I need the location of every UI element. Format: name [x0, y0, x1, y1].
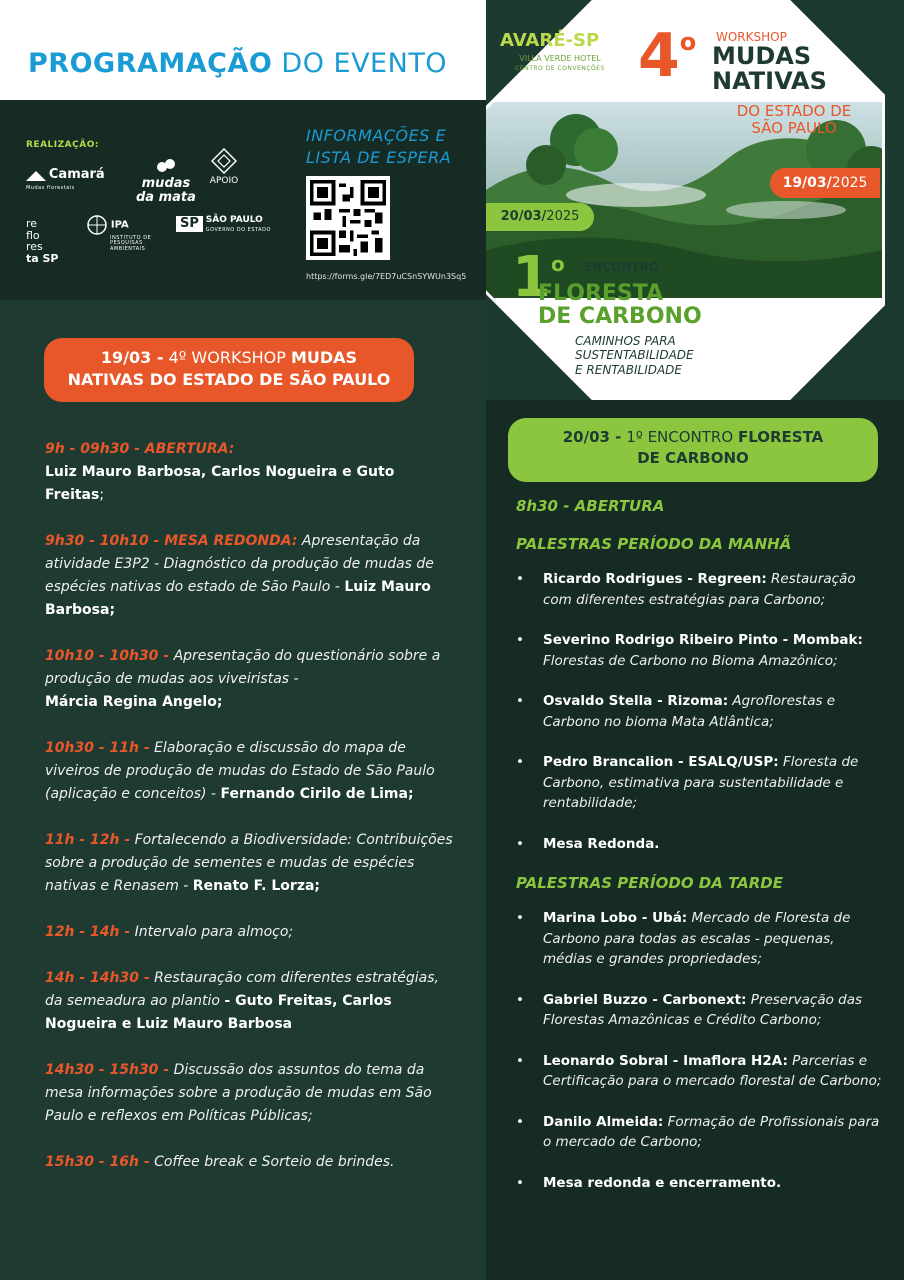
date1-bold: 19/03/ [782, 175, 832, 191]
globe-icon [86, 214, 108, 236]
day1-header-event: 4º WORKSHOP [168, 348, 286, 367]
info-title-line1: INFORMAÇÕES E [306, 126, 447, 145]
talk-topic: Floresta de Carbono, estimativa para sustentabilidade e rentabilidade; [543, 754, 859, 811]
date1-light: 2025 [831, 175, 868, 191]
schedule-time: 14h - 14h30 - [45, 970, 150, 986]
talk-topic: Agroflorestas e Carbono no bioma Mata Atlântica; [543, 693, 836, 730]
page-title [28, 48, 447, 79]
schedule-time: 12h - 14h - [45, 924, 131, 940]
talk-item [516, 1051, 886, 1092]
talk-speaker: Gabriel Buzzo - Carbonext: [543, 991, 747, 1008]
camara-logo [26, 168, 105, 192]
encounter-title [538, 282, 702, 328]
opening-time: 8h30 - ABERTURA [516, 497, 665, 515]
encounter-subtitle [575, 334, 725, 377]
talk-topic: Restauração com diferentes estratégias para Carbono; [543, 571, 856, 608]
info-title [306, 125, 451, 168]
sp-logo-sub: GOVERNO DO ESTADO [205, 227, 271, 234]
talk-item [516, 1173, 886, 1194]
ipa-logo [86, 214, 170, 253]
workshop-number [638, 21, 697, 91]
reflorestasp-logo [26, 218, 59, 264]
event-city: AVARÉ-SP [500, 30, 600, 51]
workshop-title-2: NATIVAS [712, 67, 827, 96]
encounter-word: ENCONTRO [584, 260, 659, 274]
talk-item [516, 752, 886, 814]
schedule-desc: Apresentação da atividade E3P2 - Diagnóstico da produção de mudas de espécies nativas do estado de São Paulo - [45, 533, 434, 595]
workshop-subtitle [714, 103, 874, 138]
talk-item [516, 1112, 886, 1153]
event-venue: VILLA VERDE HOTEL [519, 54, 601, 63]
schedule-item [45, 921, 455, 944]
workshop-title-1: MUDAS [712, 42, 812, 70]
reflo-1: re [26, 217, 38, 230]
sp-mark: SP [176, 216, 203, 232]
workshop-subtitle-2: SÃO PAULO [751, 119, 837, 138]
talk-speaker: Mesa redonda e encerramento. [543, 1174, 782, 1191]
talk-speaker: Osvaldo Stella - Rizoma: [543, 693, 729, 709]
talk-item [516, 691, 886, 732]
talk-topic: Preservação das Florestas Amazônicas e Crédito Carbono; [543, 991, 863, 1028]
schedule-desc: Elaboração e discussão do mapa de viveiros de produção de mudas do Estado de São Paulo (aplicação e conceitos) - [45, 740, 435, 802]
day1-header-bold2: MUDAS [290, 348, 358, 367]
workshop-date-badge [770, 168, 880, 198]
talk-item [516, 630, 886, 671]
schedule-time: 14h30 - 15h30 - [45, 1062, 170, 1078]
schedule-speaker: Luiz Mauro Barbosa, Carlos Nogueira e Guto Freitas [45, 464, 395, 503]
talk-topic: Florestas de Carbono no Bioma Amazônico; [543, 652, 838, 669]
reflo-3: res [26, 240, 43, 254]
workshop-title [712, 44, 872, 94]
talk-topic: Formação de Profissionais para o mercado de Carbono; [543, 1113, 880, 1150]
form-link[interactable]: https://forms.gle/7ED7uCSnSYWUn3Sq5 [306, 272, 467, 281]
workshop-number-digit: 4 [638, 21, 680, 91]
schedule-end: ; [99, 487, 105, 503]
day2-header-line2: DE CARBONO [637, 449, 749, 467]
talk-item [516, 908, 886, 970]
talk-topic: Parcerias e Certificação para o mercado florestal de Carbono; [543, 1052, 882, 1089]
encounter-date-badge [486, 203, 594, 231]
info-title-line2: LISTA DE ESPERA [306, 147, 452, 167]
schedule-desc: Coffee break e Sorteio de brindes. [154, 1154, 395, 1170]
mudas-logo-top: mudas [141, 176, 191, 192]
day2-header-bold2: FLORESTA [737, 428, 824, 446]
talk-item [516, 834, 886, 855]
apoio-logo-text: APOIO [209, 176, 239, 187]
workshop-subtitle-1: DO ESTADO DE [736, 102, 852, 120]
talk-topic: Mercado de Floresta de Carbono para todas as escalas - pequenas, médias e grandes propriedades; [543, 910, 851, 967]
date2-bold: 20/03/ [500, 209, 547, 224]
sponsors-label: REALIZAÇÃO: [26, 140, 99, 150]
leaf-icon [155, 158, 177, 174]
camara-logo-sub: Mudas florestais [26, 184, 75, 191]
schedule-time: 11h - 12h - [45, 832, 131, 848]
schedule-item [45, 645, 455, 714]
schedule-speaker: Fernando Cirilo de Lima; [220, 786, 414, 802]
talk-speaker: Mesa Redonda. [543, 835, 660, 852]
schedule-item [45, 530, 455, 622]
qr-code-icon [310, 180, 386, 256]
schedule-speaker: - Guto Freitas, Carlos Nogueira e Luiz Mauro Barbosa [45, 993, 392, 1032]
day1-header-line2: NATIVAS DO ESTADO DE SÃO PAULO [67, 369, 391, 389]
morning-title: PALESTRAS PERÍODO DA MANHÃ [516, 535, 792, 553]
day2-header-date: 20/03 - [562, 428, 622, 446]
schedule-time: 10h10 - 10h30 - [45, 648, 170, 664]
event-venue-sub: CENTRO DE CONVENÇÕES [515, 65, 605, 72]
schedule-desc: Fortalecendo a Biodiversidade: Contribuições sobre a produção de sementes e mudas de espécies nativas e Renasem - [45, 832, 453, 894]
day1-header [44, 338, 414, 402]
schedule-desc: Restauração com diferentes estratégias, da semeadura ao plantio [45, 970, 439, 1009]
talk-speaker: Danilo Almeida: [543, 1113, 664, 1130]
schedule-item [45, 829, 455, 898]
schedule-desc: Intervalo para almoço; [134, 924, 294, 940]
day2-header [508, 418, 878, 482]
schedule-item [45, 1151, 455, 1174]
workshop-word: WORKSHOP [716, 30, 787, 44]
schedule-item [45, 967, 455, 1036]
sp-logo-text: SÃO PAULO [205, 215, 263, 225]
encounter-title-2: DE CARBONO [538, 304, 702, 330]
talk-item [516, 990, 886, 1031]
talk-speaker: Pedro Brancalion - ESALQ/USP: [543, 754, 779, 770]
camara-logo-text: Camará [48, 167, 105, 182]
talk-speaker: Leonardo Sobral - Imaflora H2A: [543, 1052, 788, 1069]
talk-item [516, 569, 886, 610]
page-title-bold: PROGRAMAÇÃO [28, 48, 273, 79]
apoio-logo [204, 148, 244, 187]
date2-light: 2025 [546, 209, 580, 224]
schedule-item [45, 438, 455, 507]
tree-icon [26, 169, 46, 183]
encounter-subtitle-2: SUSTENTABILIDADE [575, 348, 694, 363]
talk-speaker: Severino Rodrigo Ribeiro Pinto - Mombak: [543, 632, 863, 648]
day1-schedule [45, 438, 455, 1197]
afternoon-title: PALESTRAS PERÍODO DA TARDE [516, 874, 784, 892]
workshop-number-ordinal: o [679, 28, 697, 56]
schedule-item [45, 737, 455, 806]
schedule-desc: Discussão dos assuntos do tema da mesa informações sobre a produção de mudas em São Paulo e reflexos em Políticas Públicas; [45, 1062, 432, 1124]
encounter-number-digit: 1 [512, 245, 551, 310]
mudas-logo-bottom: da mata [136, 190, 196, 206]
schedule-time: 9h30 - 10h10 - MESA REDONDA: [45, 533, 298, 549]
schedule-time: 15h30 - 16h - [45, 1154, 150, 1170]
ipa-logo-text: IPA [110, 219, 129, 231]
schedule-time: 10h30 - 11h - [45, 740, 150, 756]
talk-speaker: Marina Lobo - Ubá: [543, 910, 688, 926]
reflo-2: flo [26, 228, 40, 242]
qr-code[interactable] [306, 176, 390, 260]
schedule-speaker: Márcia Regina Angelo; [45, 694, 223, 710]
schedule-speaker: Renato F. Lorza; [192, 878, 321, 894]
talk-speaker: Ricardo Rodrigues - Regreen: [543, 571, 767, 587]
mudas-da-mata-logo [136, 158, 196, 205]
encounter-title-1: FLORESTA [538, 281, 664, 306]
encounter-subtitle-1: CAMINHOS PARA [575, 334, 676, 348]
encounter-subtitle-3: E RENTABILIDADE [575, 362, 682, 377]
page-title-light: DO EVENTO [281, 48, 448, 79]
schedule-desc: Apresentação do questionário sobre a produção de mudas aos viveiristas - [45, 648, 441, 687]
encounter-number-ordinal: o [550, 252, 565, 276]
sao-paulo-logo [176, 216, 271, 235]
schedule-item [45, 1059, 455, 1128]
ipa-logo-sub: INSTITUTO DE PESQUISAS AMBIENTAIS [110, 235, 152, 252]
schedule-speaker: Luiz Mauro Barbosa; [45, 579, 431, 618]
schedule-time: 9h - 09h30 - ABERTURA: [45, 441, 235, 457]
day1-header-date: 19/03 - [100, 348, 164, 367]
diamond-icon [211, 148, 237, 174]
day2-schedule [516, 497, 886, 1213]
reflo-4: ta SP [26, 251, 59, 265]
day2-header-event: 1º ENCONTRO [626, 428, 734, 446]
